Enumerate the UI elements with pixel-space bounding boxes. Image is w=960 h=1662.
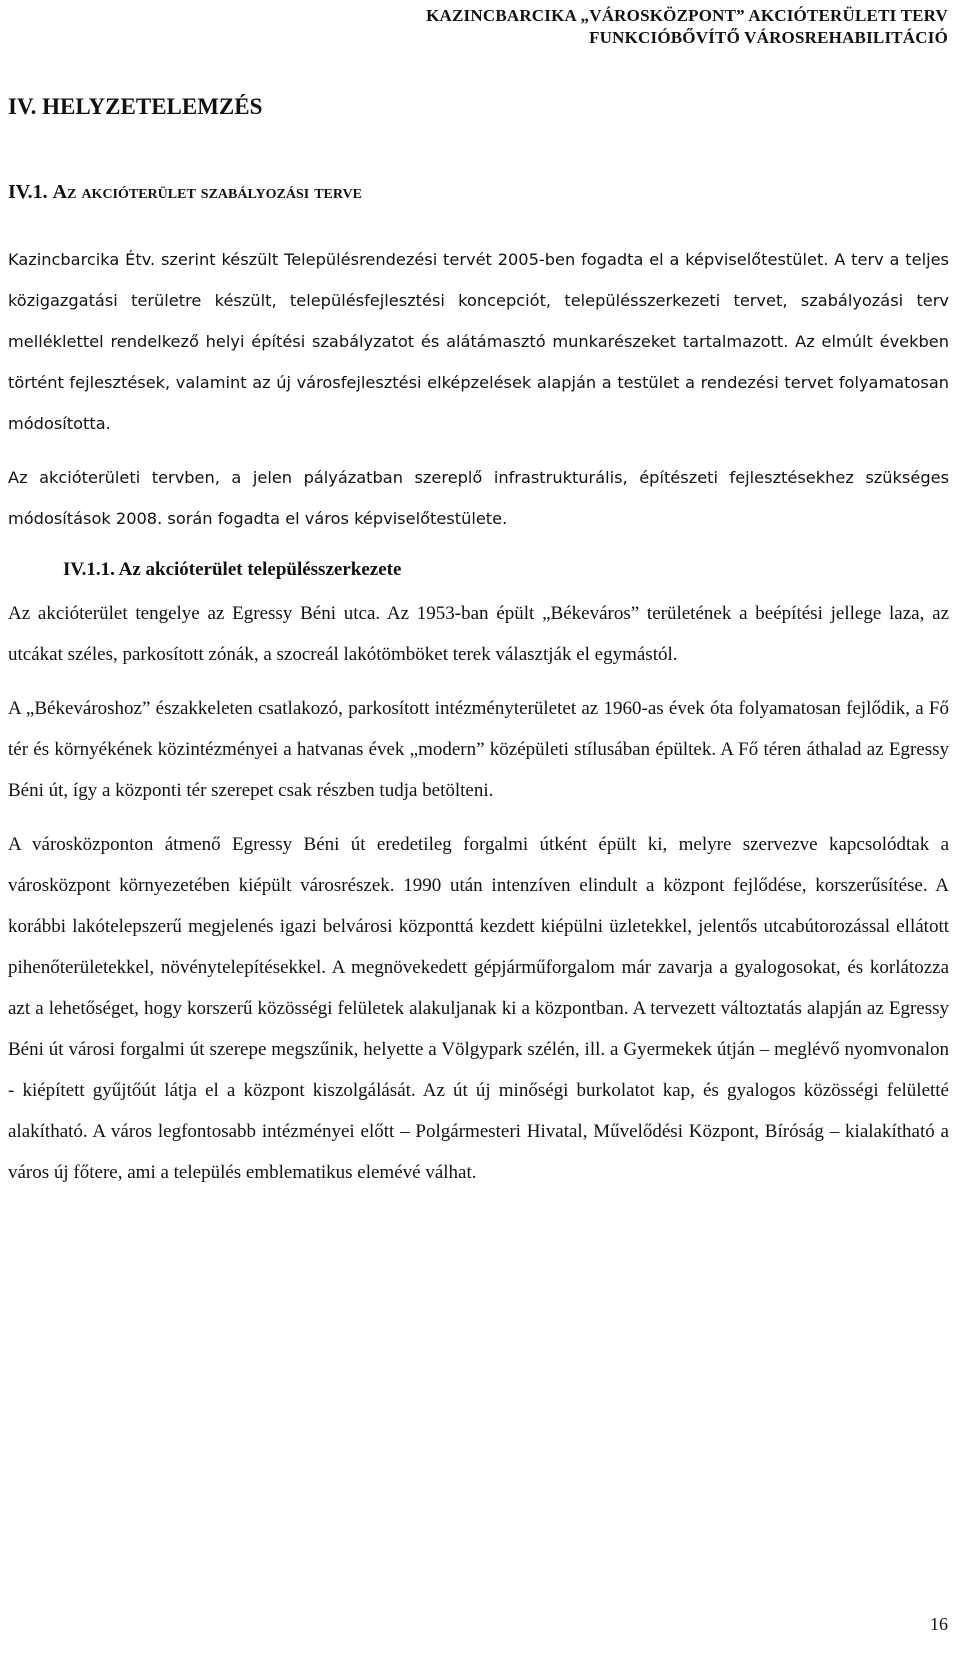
paragraph-2: Az akcióterületi tervben, a jelen pályázatban szereplő infrastrukturális, építészeti fejlesztésekhez szükséges módosítások 2008. során fogadta el város képviselőtestülete.	[8, 468, 949, 528]
paragraph-4: A „Békevároshoz” északkeleten csatlakozó, parkosított intézményterületet az 1960-as évek óta folyamatosan fejlődik, a Fő tér és környékének közintézményei a hatvanas évek „modern” középületi stílusában épültek. A Fő téren áthalad az Egressy Béni út, így a központi tér szerepet csak részben tudja betölteni.	[8, 698, 949, 801]
section-title	[8, 178, 362, 206]
paragraph-3: Az akcióterület tengelye az Egressy Béni utca. Az 1953-ban épült „Békeváros” területének a beépítési jellege laza, az utcákat széles, parkosított zónák, a szocreál lakótömböket terek választják el egymástól.	[8, 603, 949, 665]
header-line-1: KAZINCBARCIKA „VÁROSKÖZPONT” AKCIÓTERÜLETI TERV	[426, 6, 948, 25]
chapter-title: IV. HELYZETELEMZÉS	[8, 94, 263, 119]
subsection-title: IV.1.1. Az akcióterület településszerkezete	[63, 559, 402, 580]
paragraph-1: Kazincbarcika Étv. szerint készült Településrendezési tervét 2005-ben fogadta el a képviselőtestület. A terv a teljes közigazgatási területre készült, településfejlesztési koncepciót, településszerkezeti tervet, szabályozási terv melléklettel rendelkező helyi építési szabályzatot és alátámasztó munkarészeket tartalmazott. Az elmúlt években történt fejlesztések, valamint az új városfejlesztési elképzelések alapján a testület a rendezési tervet folyamatosan módosította.	[8, 250, 949, 433]
running-header	[426, 5, 948, 49]
section-heading-text: Az akcióterület szabályozási terve	[52, 181, 362, 203]
page-number: 16	[930, 1614, 948, 1634]
header-line-2: FUNKCIÓBŐVÍTŐ VÁROSREHABILITÁCIÓ	[589, 28, 948, 47]
paragraph-5: A városközponton átmenő Egressy Béni út eredetileg forgalmi útként épült ki, melyre szervezve kapcsolódtak a városközpont környezetében kiépült városrészek. 1990 után intenzíven elindult a központ fejlődése, korszerűsítése. A korábbi lakótelepszerű megjelenés igazi belvárosi központtá kezdett kiépülni üzletekkel, jelentős utcabútorozással ellátott pihenőterületekkel, növénytelepítésekkel. A megnövekedett gépjárműforgalom már zavarja a gyalogosokat, és korlátozza azt a lehetőséget, hogy korszerű közösségi felületek alakuljanak ki a központban. A tervezett változtatás alapján az Egressy Béni út városi forgalmi út szerepe megszűnik, helyette a Völgypark szélén, ill. a Gyermekek útján – meglévő nyomvonalon - kiépített gyűjtőút látja el a központ kiszolgálását. Az út új minőségi burkolatot kap, és gyalogos közösségi felületté alakítható. A város legfontosabb intézményei előtt – Polgármesteri Hivatal, Művelődési Központ, Bíróság – kialakítható a város új főtere, ami a település emblematikus elemévé válhat.	[8, 834, 949, 1183]
section-number: IV.1.	[8, 181, 48, 203]
body-text	[8, 239, 949, 1206]
